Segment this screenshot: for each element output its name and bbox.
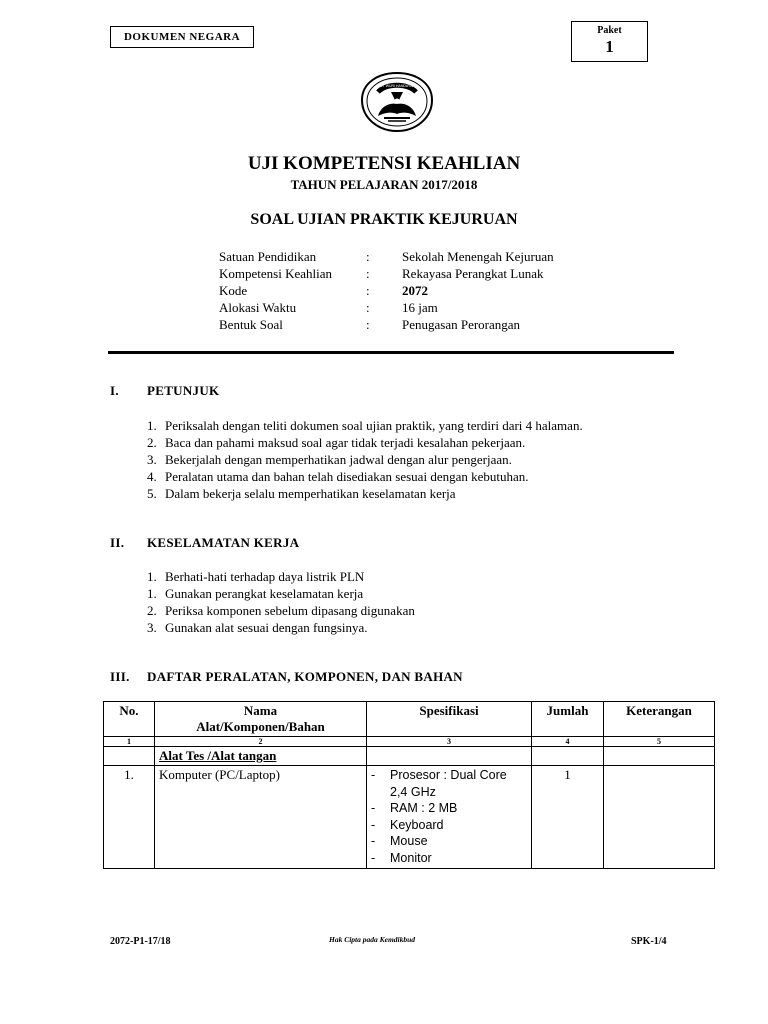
section-title: KESELAMATAN KERJA — [147, 535, 300, 550]
spec-item: 2,4 GHz — [390, 784, 436, 799]
package-label: Paket — [597, 25, 622, 36]
column-index: 1 — [104, 737, 155, 747]
section-title: DAFTAR PERALATAN, KOMPONEN, DAN BAHAN — [147, 669, 463, 684]
list-item: 3. Gunakan alat sesuai dengan fungsinya. — [147, 620, 368, 635]
item-note — [604, 766, 715, 869]
info-separator: : — [366, 300, 370, 315]
list-item: 2. Baca dan pahami maksud soal agar tidak terjadi kesalahan pekerjaan. — [147, 435, 526, 450]
package-number: 1 — [605, 37, 614, 56]
info-key: Kompetensi Keahlian — [219, 266, 332, 281]
instructions-list — [147, 417, 583, 502]
info-separator: : — [366, 249, 370, 264]
spec-item: - RAM : 2 MB — [371, 801, 458, 816]
academic-year-title: TAHUN PELAJARAN 2017/2018 — [290, 177, 478, 192]
spec-item: - Mouse — [371, 834, 428, 849]
table-row — [104, 766, 715, 869]
item-quantity: 1 — [532, 766, 604, 869]
info-value: Sekolah Menengah Kejuruan — [402, 249, 554, 264]
list-item: 1. Berhati-hati terhadap daya listrik PLN — [147, 569, 365, 584]
spec-item: - Keyboard — [371, 817, 444, 832]
info-value-code: 2072 — [402, 283, 428, 298]
column-header-qty: Jumlah — [532, 702, 604, 737]
row-number: 1. — [104, 766, 155, 869]
list-item: 1. Periksalah dengan teliti dokumen soal ujian praktik, yang terdiri dari 4 halaman. — [147, 418, 583, 433]
group-row — [104, 747, 715, 766]
exam-title: SOAL UJIAN PRAKTIK KEJURUAN — [250, 211, 518, 228]
group-label: Alat Tes /Alat tangan — [155, 747, 367, 766]
list-item: 4. Peralatan utama dan bahan telah disediakan sesuai dengan kebutuhan. — [147, 469, 529, 484]
list-item: 2. Periksa komponen sebelum dipasang digunakan — [147, 603, 415, 618]
info-value: Rekayasa Perangkat Lunak — [402, 266, 544, 281]
list-item: 5. Dalam bekerja selalu memperhatikan keselamatan kerja — [147, 486, 456, 501]
column-index: 2 — [155, 737, 367, 747]
info-key: Bentuk Soal — [219, 317, 283, 332]
section-number: III. — [110, 669, 130, 684]
list-item: 1. Gunakan perangkat keselamatan kerja — [147, 586, 364, 601]
info-separator: : — [366, 317, 370, 332]
info-key: Kode — [219, 283, 248, 298]
list-item: 3. Bekerjalah dengan memperhatikan jadwal dengan alur pengerjaan. — [147, 452, 512, 467]
column-header-no: No. — [104, 702, 155, 737]
spec-item: - Prosesor : Dual Core — [371, 768, 507, 782]
section-number: I. — [110, 383, 119, 398]
info-value: 16 jam — [402, 300, 438, 315]
item-name: Komputer (PC/Laptop) — [155, 766, 367, 869]
column-index-row — [104, 737, 715, 747]
tut-wuri-handayani-logo: TUT WURI HANDAYANI — [358, 70, 436, 134]
column-index: 3 — [367, 737, 532, 747]
main-title: UJI KOMPETENSI KEAHLIAN — [247, 153, 521, 174]
info-key: Satuan Pendidikan — [219, 249, 317, 264]
info-separator: : — [366, 266, 370, 281]
spec-item: - Monitor — [371, 850, 432, 865]
section-number: II. — [110, 535, 125, 550]
package-box — [571, 21, 648, 62]
document-classification-label: DOKUMEN NEGARA — [110, 26, 254, 48]
info-separator: : — [366, 283, 370, 298]
safety-list — [147, 568, 415, 636]
column-header-note: Keterangan — [604, 702, 715, 737]
footer-code: 2072-P1-17/18 — [110, 936, 171, 947]
horizontal-divider — [108, 351, 674, 354]
column-index: 5 — [604, 737, 715, 747]
equipment-table — [103, 701, 715, 869]
info-key: Alokasi Waktu — [219, 300, 297, 315]
info-value: Penugasan Perorangan — [402, 317, 521, 332]
item-specs — [367, 766, 532, 869]
footer-copyright: Hak Cipta pada Kemdikbud — [329, 935, 416, 944]
footer-page: SPK-1/4 — [631, 936, 667, 947]
table-header-row — [104, 702, 715, 737]
column-index: 4 — [532, 737, 604, 747]
column-header-spec: Spesifikasi — [367, 702, 532, 737]
section-title: PETUNJUK — [147, 383, 220, 398]
column-header-name: Nama Alat/Komponen/Bahan — [155, 702, 367, 737]
